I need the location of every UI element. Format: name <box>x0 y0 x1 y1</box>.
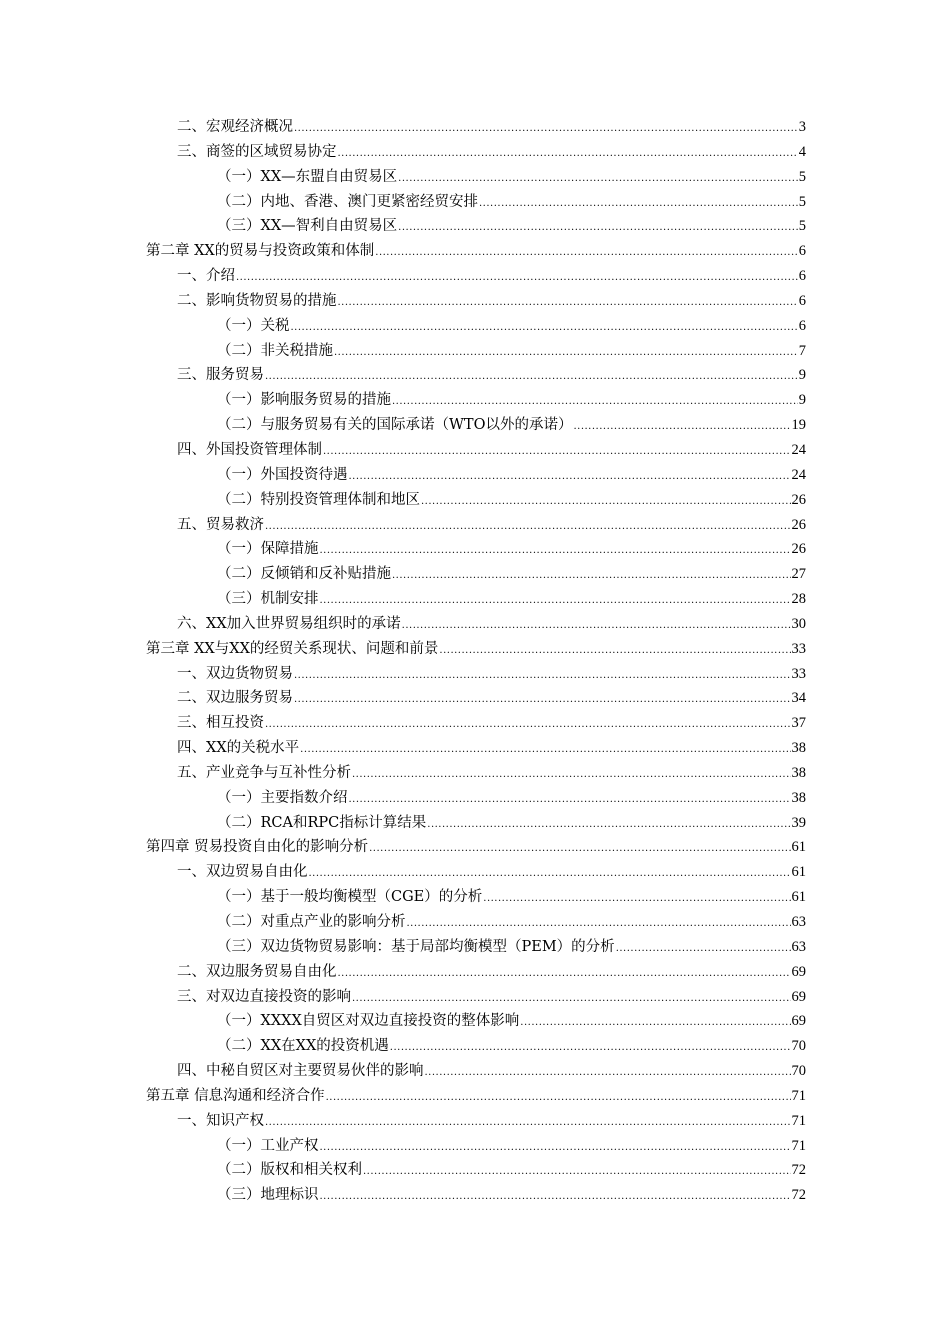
toc-entry-title: （一）XXXX自贸区对双边直接投资的整体影响 <box>217 1013 520 1030</box>
toc-entry[interactable] <box>146 363 806 388</box>
toc-entry-title: 六、XX加入世界贸易组织时的承诺 <box>177 615 401 632</box>
toc-entry-title: （二）非关税措施 <box>217 342 333 359</box>
dot-leader <box>265 713 791 738</box>
toc-entry-page-number: 69 <box>791 988 806 1005</box>
toc-entry-page-number: 5 <box>798 193 806 210</box>
toc-entry-page-number: 72 <box>791 1187 806 1204</box>
toc-entry-page-number: 63 <box>791 914 806 930</box>
toc-entry[interactable] <box>146 637 806 662</box>
dot-leader <box>265 1111 791 1136</box>
toc-entry[interactable] <box>146 1183 806 1208</box>
dot-leader <box>479 192 798 217</box>
toc-entry-page-number: 63 <box>791 938 806 955</box>
toc-entry-page-number: 5 <box>798 168 806 185</box>
toc-entry-page-number: 70 <box>791 1063 806 1080</box>
dot-leader <box>320 1185 791 1210</box>
toc-entry-title: （二）XX在XX的投资机遇 <box>217 1038 389 1055</box>
toc-entry-title: 五、产业竞争与互补性分析 <box>177 764 351 781</box>
toc-entry[interactable] <box>146 513 806 538</box>
toc-entry-page-number: 72 <box>791 1162 806 1179</box>
toc-entry[interactable] <box>146 537 806 562</box>
dot-leader <box>616 937 791 962</box>
toc-entry-page-number: 71 <box>791 1137 806 1154</box>
toc-entry[interactable] <box>146 587 806 612</box>
toc-entry[interactable] <box>146 115 806 140</box>
dot-leader <box>390 1036 791 1061</box>
toc-entry[interactable] <box>146 239 806 264</box>
toc-entry-page-number: 5 <box>798 218 806 235</box>
toc-entry-title: 第三章 XX与XX的经贸关系现状、问题和前景 <box>146 640 439 657</box>
toc-entry[interactable] <box>146 1059 806 1084</box>
toc-entry[interactable] <box>146 612 806 637</box>
toc-entry-page-number: 61 <box>791 889 806 906</box>
toc-entry-page-number: 6 <box>798 268 806 285</box>
toc-entry-title: 二、影响货物贸易的措施 <box>177 292 337 309</box>
toc-entry[interactable] <box>146 314 806 339</box>
toc-entry[interactable] <box>146 1158 806 1183</box>
dot-leader <box>265 515 791 540</box>
toc-entry-title: 三、对双边直接投资的影响 <box>177 988 351 1005</box>
toc-entry-page-number: 24 <box>791 441 806 458</box>
toc-entry[interactable] <box>146 339 806 364</box>
toc-entry[interactable] <box>146 264 806 289</box>
toc-entry[interactable] <box>146 388 806 413</box>
toc-entry[interactable] <box>146 289 806 314</box>
toc-entry-title: 二、双边服务贸易 <box>177 690 293 707</box>
toc-entry-page-number: 9 <box>798 367 806 384</box>
toc-entry-title: 一、双边货物贸易 <box>177 665 293 682</box>
toc-entry-title: 三、相互投资 <box>177 715 264 732</box>
dot-leader <box>439 639 790 664</box>
dot-leader <box>352 987 791 1012</box>
toc-entry-title: 四、中秘自贸区对主要贸易伙伴的影响 <box>177 1063 424 1080</box>
toc-entry[interactable] <box>146 811 806 836</box>
toc-entry[interactable] <box>146 1009 806 1034</box>
toc-entry-page-number: 19 <box>791 417 806 434</box>
toc-entry-page-number: 69 <box>791 1013 806 1030</box>
toc-entry-title: （一）关税 <box>217 317 290 334</box>
toc-entry-title: 第四章 贸易投资自由化的影响分析 <box>146 839 369 856</box>
toc-entry-page-number: 3 <box>798 119 806 135</box>
toc-entry-page-number: 4 <box>798 143 806 160</box>
toc-entry[interactable] <box>146 165 806 190</box>
dot-leader <box>398 216 798 241</box>
toc-entry-page-number: 6 <box>798 243 806 260</box>
toc-entry-title: 三、服务贸易 <box>177 367 264 384</box>
toc-entry[interactable] <box>146 413 806 438</box>
dot-leader <box>236 266 798 291</box>
toc-entry-page-number: 71 <box>791 1087 806 1104</box>
toc-entry-title: （二）特别投资管理体制和地区 <box>217 491 420 508</box>
toc-entry-title: 一、知识产权 <box>177 1112 264 1129</box>
toc-entry-title: （一）外国投资待遇 <box>217 466 348 483</box>
toc-entry-page-number: 6 <box>798 292 806 309</box>
toc-entry-page-number: 27 <box>791 566 806 583</box>
dot-leader <box>427 813 790 838</box>
toc-entry[interactable] <box>146 860 806 885</box>
toc-entry-page-number: 61 <box>791 864 806 881</box>
toc-entry-title: （一）XX—东盟自由贸易区 <box>217 168 398 185</box>
dot-leader <box>338 962 791 987</box>
dot-leader <box>300 738 790 763</box>
dot-leader <box>520 1011 790 1036</box>
dot-leader <box>320 589 791 614</box>
toc-entry-title: 第五章 信息沟通和经济合作 <box>146 1087 325 1104</box>
toc-entry-page-number: 34 <box>791 690 806 707</box>
dot-leader <box>407 912 791 937</box>
toc-entry[interactable] <box>146 960 806 985</box>
toc-entry-page-number: 28 <box>791 591 806 608</box>
toc-entry-page-number: 24 <box>791 466 806 483</box>
toc-entry-page-number: 26 <box>791 541 806 558</box>
dot-leader <box>294 117 798 142</box>
dot-leader <box>392 390 798 415</box>
toc-entry-title: 五、贸易救济 <box>177 516 264 533</box>
toc-entry-page-number: 26 <box>791 491 806 508</box>
dot-leader <box>291 316 798 341</box>
dot-leader <box>309 862 791 887</box>
dot-leader <box>483 887 790 912</box>
toc-entry-title: （三）XX—智利自由贸易区 <box>217 218 398 235</box>
toc-entry-page-number: 38 <box>791 764 806 781</box>
toc-entry[interactable] <box>146 711 806 736</box>
toc-entry-page-number: 30 <box>791 615 806 632</box>
toc-entry[interactable] <box>146 736 806 761</box>
dot-leader <box>421 490 791 515</box>
toc-entry[interactable] <box>146 835 806 860</box>
dot-leader <box>326 1086 791 1111</box>
dot-leader <box>369 837 790 862</box>
toc-entry-title: （三）地理标识 <box>217 1187 319 1204</box>
toc-entry-title: （二）版权和相关权利 <box>217 1162 362 1179</box>
dot-leader <box>294 688 791 713</box>
toc-entry-title: （二）对重点产业的影响分析 <box>217 914 406 930</box>
toc-entry-title: 二、双边服务贸易自由化 <box>177 963 337 980</box>
toc-entry-title: 三、商签的区域贸易协定 <box>177 143 337 160</box>
toc-entry[interactable] <box>146 562 806 587</box>
table-of-contents <box>146 115 806 1208</box>
toc-entry[interactable] <box>146 910 806 935</box>
toc-entry-title: 二、宏观经济概况 <box>177 119 293 135</box>
toc-entry[interactable] <box>146 1084 806 1109</box>
toc-entry-title: （二）内地、香港、澳门更紧密经贸安排 <box>217 193 478 210</box>
toc-entry-title: （一）主要指数介绍 <box>217 789 348 806</box>
toc-entry[interactable] <box>146 1034 806 1059</box>
toc-entry-page-number: 61 <box>791 839 806 856</box>
toc-entry[interactable] <box>146 985 806 1010</box>
dot-leader <box>363 1160 791 1185</box>
dot-leader <box>294 664 791 689</box>
toc-entry-page-number: 70 <box>791 1038 806 1055</box>
toc-entry-title: （三）双边货物贸易影响：基于局部均衡模型（PEM）的分析 <box>217 938 615 955</box>
toc-entry-page-number: 38 <box>791 740 806 757</box>
dot-leader <box>338 142 798 167</box>
toc-entry-page-number: 33 <box>791 640 806 657</box>
toc-entry[interactable] <box>146 935 806 960</box>
toc-entry[interactable] <box>146 463 806 488</box>
toc-entry[interactable] <box>146 662 806 687</box>
toc-entry[interactable] <box>146 885 806 910</box>
dot-leader <box>425 1061 791 1086</box>
toc-entry[interactable] <box>146 686 806 711</box>
toc-entry-page-number: 37 <box>791 715 806 732</box>
toc-entry-page-number: 26 <box>791 516 806 533</box>
toc-entry[interactable] <box>146 140 806 165</box>
toc-entry-page-number: 38 <box>791 789 806 806</box>
dot-leader <box>349 788 791 813</box>
toc-entry-title: 一、介绍 <box>177 268 235 285</box>
toc-entry-page-number: 71 <box>791 1112 806 1129</box>
toc-entry[interactable] <box>146 761 806 786</box>
toc-entry-title: （二）与服务贸易有关的国际承诺（WTO以外的承诺） <box>217 417 573 434</box>
dot-leader <box>338 291 798 316</box>
toc-entry-title: 一、双边贸易自由化 <box>177 864 308 881</box>
dot-leader <box>402 614 791 639</box>
dot-leader <box>352 763 791 788</box>
dot-leader <box>349 465 791 490</box>
toc-entry-title: 四、外国投资管理体制 <box>177 441 322 458</box>
dot-leader <box>320 1136 791 1161</box>
dot-leader <box>323 440 791 465</box>
toc-entry-page-number: 7 <box>798 342 806 359</box>
toc-entry[interactable] <box>146 1134 806 1159</box>
toc-entry[interactable] <box>146 214 806 239</box>
toc-entry-title: （一）保障措施 <box>217 541 319 558</box>
toc-entry-title: （二）RCA和RPC指标计算结果 <box>217 814 427 831</box>
toc-entry-page-number: 9 <box>798 392 806 409</box>
dot-leader <box>392 564 791 589</box>
dot-leader <box>320 539 791 564</box>
toc-entry-title: （一）基于一般均衡模型（CGE）的分析 <box>217 889 483 906</box>
toc-entry-title: （一）影响服务贸易的措施 <box>217 392 391 409</box>
toc-entry-title: 四、XX的关税水平 <box>177 740 300 757</box>
toc-entry-page-number: 39 <box>791 814 806 831</box>
dot-leader <box>265 365 798 390</box>
toc-entry-title: （一）工业产权 <box>217 1137 319 1154</box>
dot-leader <box>375 241 797 266</box>
toc-entry[interactable] <box>146 1109 806 1134</box>
toc-entry-title: （三）机制安排 <box>217 591 319 608</box>
toc-entry-page-number: 69 <box>791 963 806 980</box>
toc-entry-title: （二）反倾销和反补贴措施 <box>217 566 391 583</box>
dot-leader <box>398 167 798 192</box>
toc-entry[interactable] <box>146 786 806 811</box>
toc-entry[interactable] <box>146 190 806 215</box>
toc-entry-page-number: 33 <box>791 665 806 682</box>
toc-entry-title: 第二章 XX的贸易与投资政策和体制 <box>146 243 375 260</box>
toc-entry[interactable] <box>146 438 806 463</box>
dot-leader <box>334 341 798 366</box>
toc-entry[interactable] <box>146 488 806 513</box>
toc-entry-page-number: 6 <box>798 317 806 334</box>
dot-leader <box>573 415 790 440</box>
